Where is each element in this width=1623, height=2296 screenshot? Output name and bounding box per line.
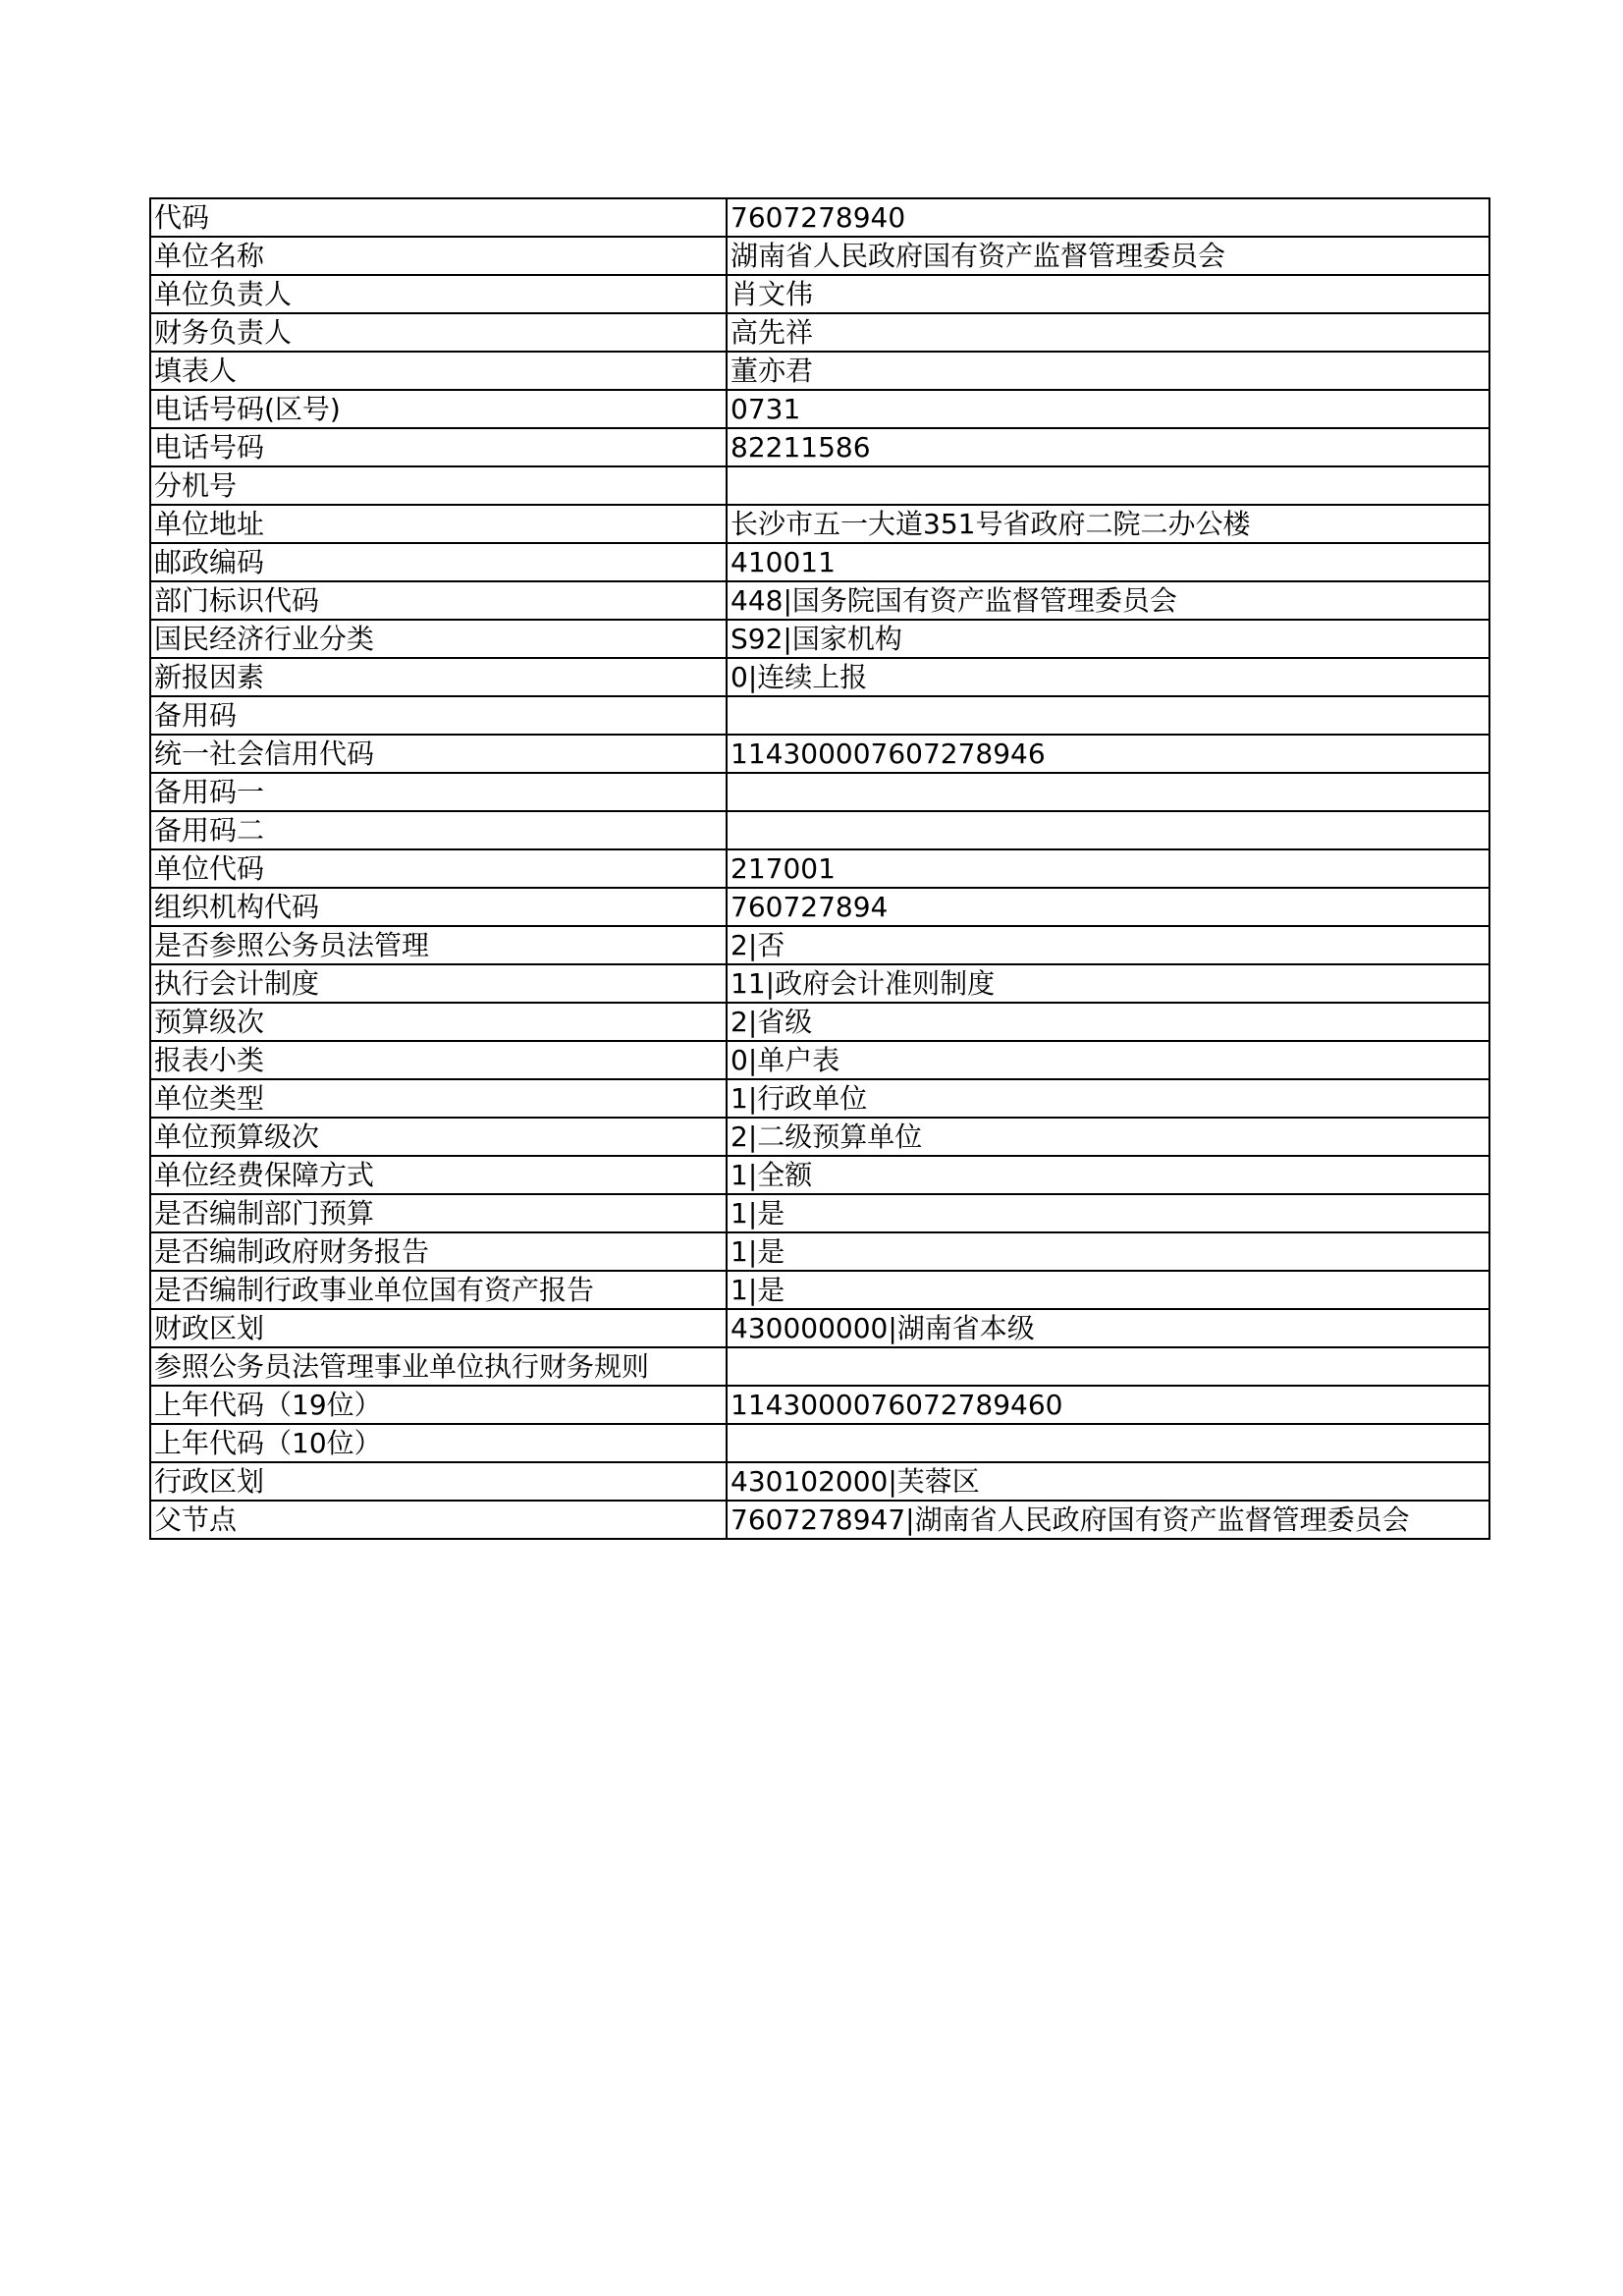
row-label: 单位预算级次 xyxy=(150,1118,727,1156)
row-label: 邮政编码 xyxy=(150,543,727,581)
row-value: 0|单户表 xyxy=(727,1041,1489,1079)
row-label: 行政区划 xyxy=(150,1462,727,1501)
row-label: 执行会计制度 xyxy=(150,964,727,1003)
row-label: 是否编制政府财务报告 xyxy=(150,1232,727,1271)
row-value: 1|是 xyxy=(727,1271,1489,1309)
table-row xyxy=(150,1003,1489,1041)
table-row xyxy=(150,428,1489,466)
row-value: 430102000|芙蓉区 xyxy=(727,1462,1489,1501)
table-row xyxy=(150,505,1489,543)
row-value: 高先祥 xyxy=(727,313,1489,352)
table-row xyxy=(150,658,1489,696)
table-row xyxy=(150,1194,1489,1232)
row-value: 1|行政单位 xyxy=(727,1079,1489,1118)
row-label: 父节点 xyxy=(150,1501,727,1539)
row-value: 2|省级 xyxy=(727,1003,1489,1041)
row-label: 代码 xyxy=(150,198,727,237)
row-label: 填表人 xyxy=(150,352,727,390)
row-label: 单位地址 xyxy=(150,505,727,543)
row-value xyxy=(727,696,1489,735)
table-row xyxy=(150,390,1489,428)
row-label: 财政区划 xyxy=(150,1309,727,1347)
row-value: 82211586 xyxy=(727,428,1489,466)
row-label: 是否编制部门预算 xyxy=(150,1194,727,1232)
row-value: 430000000|湖南省本级 xyxy=(727,1309,1489,1347)
row-value: 1143000076072789460 xyxy=(727,1386,1489,1424)
table-row xyxy=(150,1462,1489,1501)
row-value: 肖文伟 xyxy=(727,275,1489,313)
row-value: 7607278940 xyxy=(727,198,1489,237)
table-row xyxy=(150,543,1489,581)
row-label: 备用码一 xyxy=(150,773,727,811)
table-row xyxy=(150,849,1489,888)
row-value: 217001 xyxy=(727,849,1489,888)
table-row xyxy=(150,773,1489,811)
row-value xyxy=(727,773,1489,811)
table-row xyxy=(150,466,1489,505)
row-label: 统一社会信用代码 xyxy=(150,735,727,773)
row-value: 760727894 xyxy=(727,888,1489,926)
table-row xyxy=(150,811,1489,849)
unit-info-table-body xyxy=(150,198,1489,1539)
row-value xyxy=(727,1424,1489,1462)
table-row xyxy=(150,1386,1489,1424)
row-label: 上年代码（10位） xyxy=(150,1424,727,1462)
row-value: 2|二级预算单位 xyxy=(727,1118,1489,1156)
row-label: 单位负责人 xyxy=(150,275,727,313)
row-label: 部门标识代码 xyxy=(150,581,727,620)
row-value: 0|连续上报 xyxy=(727,658,1489,696)
table-row xyxy=(150,964,1489,1003)
row-label: 参照公务员法管理事业单位执行财务规则 xyxy=(150,1347,727,1386)
row-label: 是否参照公务员法管理 xyxy=(150,926,727,964)
table-row xyxy=(150,1271,1489,1309)
row-value: 1|全额 xyxy=(727,1156,1489,1194)
table-row xyxy=(150,926,1489,964)
row-label: 备用码二 xyxy=(150,811,727,849)
table-row xyxy=(150,735,1489,773)
table-row xyxy=(150,1309,1489,1347)
row-label: 上年代码（19位） xyxy=(150,1386,727,1424)
row-value: 11430000760727894​6 xyxy=(727,735,1489,773)
row-value: 448|国务院国有资产监督管理委员会 xyxy=(727,581,1489,620)
table-row xyxy=(150,352,1489,390)
row-value: 1|是 xyxy=(727,1232,1489,1271)
row-label: 备用码 xyxy=(150,696,727,735)
row-label: 单位代码 xyxy=(150,849,727,888)
table-row xyxy=(150,198,1489,237)
row-label: 组织机构代码 xyxy=(150,888,727,926)
row-label: 国民经济行业分类 xyxy=(150,620,727,658)
row-label: 单位名称 xyxy=(150,237,727,275)
row-label: 是否编制行政事业单位国有资产报告 xyxy=(150,1271,727,1309)
table-row xyxy=(150,620,1489,658)
table-row xyxy=(150,1079,1489,1118)
table-row xyxy=(150,581,1489,620)
table-row xyxy=(150,1232,1489,1271)
row-value: 1|是 xyxy=(727,1194,1489,1232)
row-label: 单位类型 xyxy=(150,1079,727,1118)
row-value xyxy=(727,1347,1489,1386)
table-row xyxy=(150,275,1489,313)
row-label: 预算级次 xyxy=(150,1003,727,1041)
row-label: 分机号 xyxy=(150,466,727,505)
row-value xyxy=(727,466,1489,505)
row-value xyxy=(727,811,1489,849)
row-value: 董亦君 xyxy=(727,352,1489,390)
row-value: 11|政府会计准则制度 xyxy=(727,964,1489,1003)
table-row xyxy=(150,1347,1489,1386)
row-value: 湖南省人民政府国有资产监督管理委员会 xyxy=(727,237,1489,275)
row-label: 电话号码 xyxy=(150,428,727,466)
table-row xyxy=(150,888,1489,926)
row-value: S92|国家机构 xyxy=(727,620,1489,658)
table-row xyxy=(150,1041,1489,1079)
table-row xyxy=(150,237,1489,275)
row-label: 单位经费保障方式 xyxy=(150,1156,727,1194)
row-value: 7607278947|湖南省人民政府国有资产监督管理委员会 xyxy=(727,1501,1489,1539)
row-value: 0731 xyxy=(727,390,1489,428)
row-label: 电话号码(区号) xyxy=(150,390,727,428)
row-label: 财务负责人 xyxy=(150,313,727,352)
unit-info-table xyxy=(149,197,1490,1540)
table-row xyxy=(150,1156,1489,1194)
row-value: 410011 xyxy=(727,543,1489,581)
row-label: 新报因素 xyxy=(150,658,727,696)
row-value: 长沙市五一大道351号省政府二院二办公楼 xyxy=(727,505,1489,543)
table-row xyxy=(150,1424,1489,1462)
table-row xyxy=(150,1118,1489,1156)
table-row xyxy=(150,313,1489,352)
row-label: 报表小类 xyxy=(150,1041,727,1079)
table-row xyxy=(150,696,1489,735)
row-value: 2|否 xyxy=(727,926,1489,964)
table-row xyxy=(150,1501,1489,1539)
